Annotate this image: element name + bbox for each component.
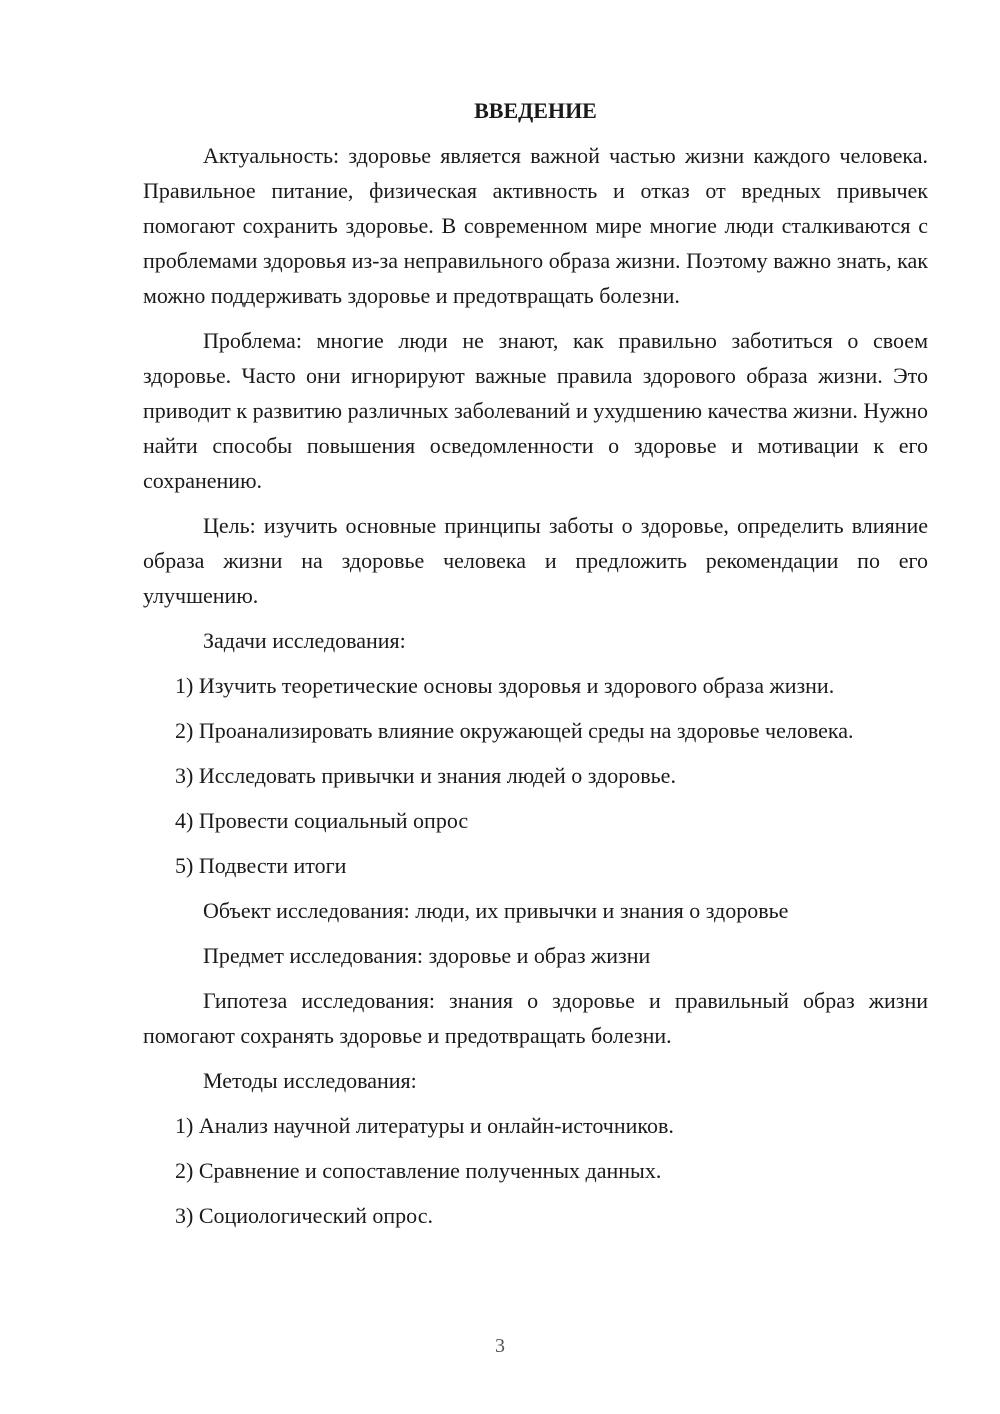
hypothesis-paragraph: Гипотеза исследования: знания о здоровье и правильный образ жизни помогают сохранять здоровье и предотвращать болезни.	[143, 988, 928, 1048]
task-item-1: 1) Изучить теоретические основы здоровья и здорового образа жизни.	[175, 673, 835, 698]
task-item-4: 4) Провести социальный опрос	[175, 808, 469, 833]
method-item-2: 2) Сравнение и сопоставление полученных данных.	[175, 1158, 662, 1183]
task-item-3: 3) Исследовать привычки и знания людей о здоровье.	[175, 763, 676, 788]
task-item-5: 5) Подвести итоги	[175, 853, 347, 878]
problem-paragraph: Проблема: многие люди не знают, как правильно заботиться о своем здоровье. Часто они игнорируют важные правила здорового образа жизни. Это приводит к развитию различных заболеваний и ухудшению качества жизни. Нужно найти способы повышения осведомленности о здоровье и мотивации к его сохранению.	[143, 328, 928, 493]
method-item-3: 3) Социологический опрос.	[175, 1203, 433, 1228]
page-content	[143, 93, 928, 1243]
page-number: 3	[495, 1335, 505, 1357]
relevance-paragraph: Актуальность: здоровье является важной частью жизни каждого человека. Правильное питание, физическая активность и отказ от вредных привычек помогают сохранить здоровье. В современном мире многие люди сталкиваются с проблемами здоровья из-за неправильного образа жизни. Поэтому важно знать, как можно поддерживать здоровье и предотвращать болезни.	[143, 143, 928, 308]
page-title: ВВЕДЕНИЕ	[474, 98, 597, 123]
goal-paragraph: Цель: изучить основные принципы заботы о здоровье, определить влияние образа жизни на здоровье человека и предложить рекомендации по его улучшению.	[143, 513, 928, 608]
research-object: Объект исследования: люди, их привычки и знания о здоровье	[203, 898, 789, 923]
research-subject: Предмет исследования: здоровье и образ жизни	[203, 943, 651, 968]
methods-heading: Методы исследования:	[203, 1068, 417, 1093]
task-item-2: 2) Проанализировать влияние окружающей среды на здоровье человека.	[175, 718, 854, 743]
method-item-1: 1) Анализ научной литературы и онлайн-источников.	[175, 1113, 674, 1138]
tasks-heading: Задачи исследования:	[203, 628, 406, 653]
